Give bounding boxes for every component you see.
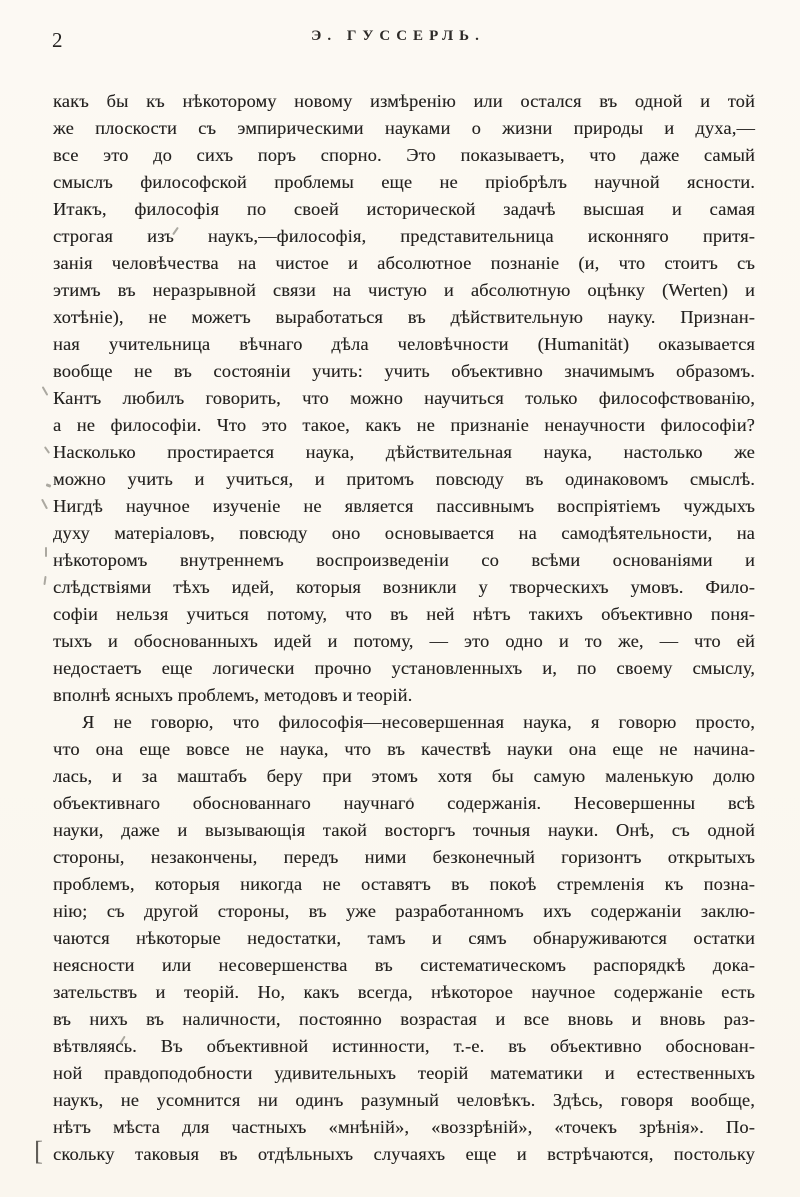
pencil-mark	[41, 499, 48, 510]
text-line: все это до сихъ поръ спорно. Это показываетъ, что даже самый	[53, 145, 755, 165]
text-line: лась, и за маштабъ беру при этомъ хотя бы самую маленькую долю	[53, 766, 755, 786]
text-line: стороны, незакончены, передъ ними безконечный горизонтъ открытыхъ	[53, 847, 755, 867]
text-line: что она еще вовсе не наука, что въ качествѣ науки она еще не начина-	[53, 739, 755, 759]
pencil-mark	[46, 483, 52, 488]
running-title: Э. ГУССЕРЛЬ.	[311, 28, 485, 44]
text-line: нѣтъ мѣста для частныхъ «мнѣній», «воззрѣній», «точекъ зрѣнія». По-	[53, 1117, 755, 1137]
text-line: этимъ въ неразрывной связи на чистую и абсолютную оцѣнку (Werten) и	[53, 280, 755, 300]
page-header	[52, 27, 744, 53]
text-line: смыслъ философской проблемы еще не пріобрѣлъ научной ясности.	[53, 172, 755, 192]
text-line: вполнѣ ясныхъ проблемъ, методовъ и теорій.	[53, 685, 413, 705]
text-line: какъ бы къ нѣкоторому новому измѣренію или остался въ одной и той	[53, 91, 755, 111]
text-line: Нигдѣ научное изученіе не является пассивнымъ воспріятіемъ чуждыхъ	[53, 496, 755, 516]
text-line: нію; съ другой стороны, въ уже разработанномъ ихъ содержаніи заклю-	[53, 901, 755, 921]
pencil-mark	[42, 386, 49, 396]
text-line: въ нихъ въ наличности, постоянно возрастая и все вновь и вновь раз-	[53, 1009, 755, 1029]
text-column	[53, 88, 755, 1168]
text-line: слѣдствіями тѣхъ идей, которыя возникли у творческихъ умовъ. Фило-	[53, 577, 755, 597]
text-line: тыхъ и обоснованныхъ идей и потому, — это одно и то же, — что ей	[53, 631, 755, 651]
text-line: проблемъ, которыя никогда не оставятъ въ покоѣ стремленія къ позна-	[53, 874, 755, 894]
text-line: духу матеріаловъ, повсюду оно основывается на самодѣятельности, на	[53, 523, 755, 543]
text-line: хотѣніе), не можетъ выработаться въ дѣйствительную науку. Признан-	[53, 307, 755, 327]
pencil-mark	[45, 547, 47, 557]
text-line: объективнаго обоснованнаго научнаго содержанія. Несовершенны всѣ	[53, 793, 755, 813]
text-line: а не философіи. Что это такое, какъ не признаніе ненаучности философіи?	[53, 415, 755, 435]
text-line: неясности или несовершенства въ систематическомъ распорядкѣ дока-	[53, 955, 755, 975]
text-line: науки, даже и вызывающія такой восторгъ точныя науки. Онѣ, съ одной	[53, 820, 755, 840]
text-line: недостаетъ еще логически прочно установленныхъ и, по своему смыслу,	[53, 658, 755, 678]
text-line: можно учить и учиться, и притомъ повсюду въ одинаковомъ смыслѣ.	[53, 469, 755, 489]
text-line: Кантъ любилъ говорить, что можно научиться только философствованію,	[53, 388, 755, 408]
text-line: софіи нельзя учиться потому, что въ ней нѣтъ такихъ объективно поня-	[53, 604, 755, 624]
text-line: вѣтвляясь. Въ объективной истинности, т.-е. въ объективно обоснован-	[53, 1036, 755, 1056]
text-line: скольку таковыя въ отдѣльныхъ случаяхъ еще и встрѣчаются, постольку	[53, 1144, 755, 1164]
pencil-mark	[44, 446, 50, 454]
pencil-mark	[43, 576, 46, 585]
page-number: 2	[52, 28, 64, 52]
text-line: вообще не въ состояніи учить: учить объективно значимымъ образомъ.	[53, 361, 755, 381]
text-line: же плоскости съ эмпирическими науками о жизни природы и духа,—	[53, 118, 755, 138]
text-line: чаются нѣкоторые недостатки, тамъ и сямъ обнаруживаются остатки	[53, 928, 755, 948]
text-line: нѣкоторомъ внутреннемъ воспроизведеніи со всѣми основаніями и	[53, 550, 755, 570]
margin-bracket-mark: [	[34, 1136, 43, 1166]
text-line: занія человѣчества на чистое и абсолютное познаніе (и, что стоитъ съ	[53, 253, 755, 273]
text-line: ной правдоподобности удивительныхъ теорій математики и естественныхъ	[53, 1063, 755, 1083]
text-line: Насколько простирается наука, дѣйствительная наука, настолько же	[53, 442, 755, 462]
text-line: ная учительница вѣчнаго дѣла человѣчности (Humanität) оказывается	[53, 334, 755, 354]
text-line: зательствъ и теорій. Но, какъ всегда, нѣкоторое научное содержаніе есть	[53, 982, 755, 1002]
text-line: Я не говорю, что философія—несовершенная наука, я говорю просто,	[82, 712, 755, 732]
text-line: строгая изъ наукъ,—философія, представительница исконняго притя-	[53, 226, 755, 246]
text-line: наукъ, не усомнится ни одинъ разумный человѣкъ. Здѣсь, говоря вообще,	[53, 1090, 755, 1110]
text-line: Итакъ, философія по своей исторической задачѣ высшая и самая	[53, 199, 755, 219]
